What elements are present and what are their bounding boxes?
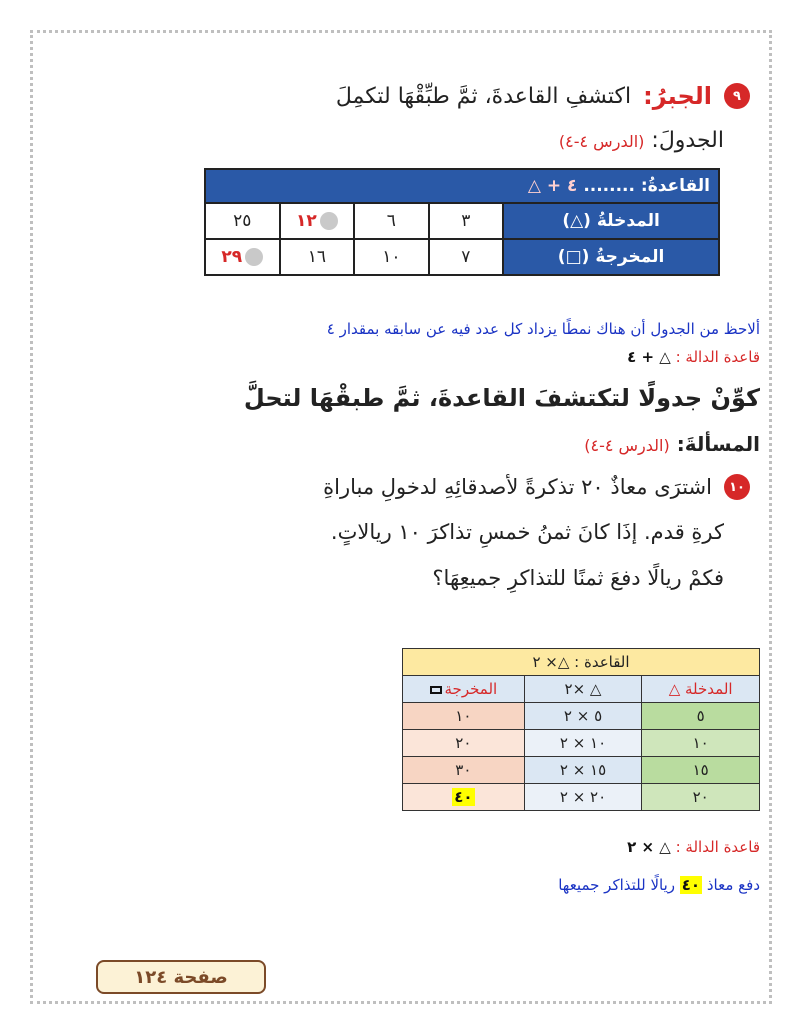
square-icon xyxy=(430,686,442,694)
question-9-line2 xyxy=(559,128,724,153)
function-rule-label: قاعدة الدالة : xyxy=(675,838,760,856)
table-row: ٢٠ ٢٠ × ٢ ٤٠ xyxy=(403,784,760,811)
section-heading: كوِّنْ جدولًا لتكتشفَ القاعدةَ، ثمَّ طبقْهَا لتحلَّ xyxy=(243,384,760,412)
final-answer: دفع معاذ ٤٠ ريالًا للتذاكر جميعها xyxy=(558,876,760,894)
table-title-row xyxy=(403,649,760,676)
answer-value: ٢٩ xyxy=(221,247,243,267)
question-text: فكمْ ريالًا دفعَ ثمنًا للتذاكرِ جميعِهَا؟ xyxy=(432,566,724,590)
column-header-input: المدخلة △ xyxy=(642,676,760,703)
question-text: اكتشفِ القاعدةَ، ثمَّ طبِّقْهَا لتكمِلَ xyxy=(335,83,632,109)
question-text: اشترَى معاذٌ ٢٠ تذكرةً لأصدقائِهِ لدخولِ مباراةِ xyxy=(323,475,712,499)
output-label: المخرجةُ (□) xyxy=(503,239,719,275)
rule-value: ٤ + △ xyxy=(527,176,578,196)
function-rule-value: △ × ٢ xyxy=(627,838,671,856)
question-text-cont: الجدولَ: xyxy=(651,128,724,153)
rule-table xyxy=(204,168,720,276)
highlighted-answer: ٤٠ xyxy=(681,876,701,894)
input-cell: ٢٥ xyxy=(205,203,280,239)
input-cell: ٦ xyxy=(354,203,429,239)
question-label: الجبرُ: xyxy=(643,82,712,110)
solution-table xyxy=(402,648,760,811)
page-number-badge: صفحة ١٢٤ xyxy=(96,960,266,994)
function-rule-1 xyxy=(627,348,760,366)
section-subheading xyxy=(584,432,760,456)
table-row: ١٠ ١٠ × ٢ ٢٠ xyxy=(403,730,760,757)
question-number-badge: ٩ xyxy=(724,83,750,109)
question-number-badge: ١٠ xyxy=(724,474,750,500)
section-label: المسألةَ: xyxy=(676,432,760,456)
highlighted-answer: ٤٠ xyxy=(454,788,473,806)
table-title: القاعدة : △× ٢ xyxy=(403,649,760,676)
column-header-process: △ ×٢ xyxy=(524,676,642,703)
lesson-ref: (الدرس ٤-٤) xyxy=(584,436,670,455)
lesson-ref: (الدرس ٤-٤) xyxy=(558,132,645,151)
output-row xyxy=(205,239,719,275)
input-label: المدخلةُ (△) xyxy=(503,203,719,239)
observation-note: ألاحظ من الجدول أن هناك نمطًا يزداد كل عدد فيه عن سابقه بمقدار ٤ xyxy=(326,320,760,338)
question-9 xyxy=(336,82,750,110)
rule-label: القاعدةُ: ........ xyxy=(583,176,710,196)
question-text: كرةِ قدم. إذَا كانَ ثمنُ خمسِ تذاكرَ ١٠ ريالاتٍ. xyxy=(330,520,724,544)
output-cell: ٧ xyxy=(429,239,504,275)
answer-value: ١٢ xyxy=(295,211,317,231)
output-cell: ١٠ xyxy=(354,239,429,275)
rule-row xyxy=(205,169,719,203)
function-rule-2 xyxy=(627,838,760,856)
table-row: ٥ ٥ × ٢ ١٠ xyxy=(403,703,760,730)
input-cell-answer xyxy=(280,203,355,239)
table-header-row xyxy=(403,676,760,703)
question-10 xyxy=(323,474,750,500)
input-row xyxy=(205,203,719,239)
function-rule-value: △ + ٤ xyxy=(627,348,671,366)
marker-icon xyxy=(320,212,338,230)
marker-icon xyxy=(245,248,263,266)
table-row: ١٥ ١٥ × ٢ ٣٠ xyxy=(403,757,760,784)
function-rule-label: قاعدة الدالة : xyxy=(675,348,760,366)
column-header-output: المخرجة xyxy=(403,676,525,703)
output-cell-answer xyxy=(205,239,280,275)
output-cell: ١٦ xyxy=(280,239,355,275)
input-cell: ٣ xyxy=(429,203,504,239)
